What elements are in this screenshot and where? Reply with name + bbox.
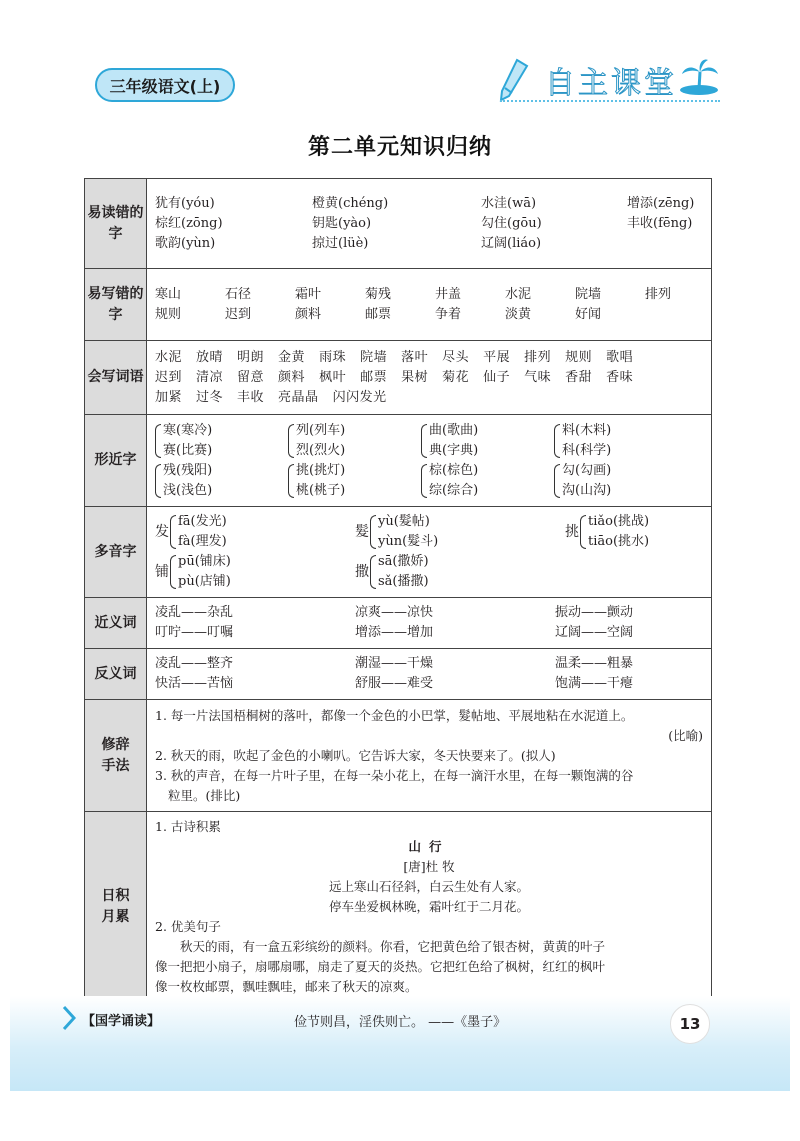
easy-write-item: 淡黄 (505, 306, 532, 322)
similar-pair: 挑(挑灯) 桃(桃子) (288, 461, 421, 501)
easy-read-item: 犹有(yóu) (155, 195, 215, 211)
category-easy-read: 易读错的字 (85, 179, 147, 269)
easy-write-item: 迟到 (225, 306, 252, 322)
word-item: 院墙 (360, 349, 388, 365)
easy-write-item: 菊残 (365, 286, 392, 302)
antonym-pair: 饱满——干瘪 (555, 676, 634, 691)
antonyms-grid (155, 654, 703, 694)
row-antonyms (85, 649, 712, 700)
category-accumulate: 日积 月累 (85, 812, 147, 1003)
word-item: 规则 (565, 349, 593, 365)
row-words (85, 341, 712, 415)
word-item: 闪闪发光 (332, 389, 387, 405)
category-similar: 形近字 (85, 415, 147, 507)
similar-pair: 勾(勾画) 沟(山沟) (554, 461, 687, 501)
word-item: 过冬 (196, 389, 224, 405)
easy-read-item: 勾住(gōu) (481, 215, 542, 231)
antonym-pair: 潮湿——干燥 (355, 656, 434, 671)
sentence-line: 像一枚枚邮票，飘哇飘哇，邮来了秋天的凉爽。 (155, 979, 418, 994)
header-divider (500, 100, 720, 102)
synonym-pair: 辽阔——空阔 (555, 625, 634, 640)
category-rhetoric: 修辞 手法 (85, 700, 147, 812)
word-item: 丰收 (237, 389, 265, 405)
grade-badge: 三年级语文(上) (95, 68, 235, 102)
easy-read-item: 辽阔(liáo) (481, 235, 542, 251)
row-synonyms (85, 598, 712, 649)
polyphone-group: 髮 yù(髮帖) yùn(髮斗) (355, 514, 439, 549)
polyphone-grid (155, 512, 703, 592)
easy-write-grid (155, 285, 703, 325)
word-item: 清凉 (196, 369, 224, 385)
rhetoric-example-1: 1. 每一片法国梧桐树的落叶，都像一个金色的小巴掌，髮帖地、平展地粘在水泥道上。 (155, 707, 634, 723)
sentences-section-heading: 2. 优美句子 (155, 919, 221, 934)
category-words: 会写词语 (85, 341, 147, 415)
easy-write-item: 邮票 (365, 306, 392, 322)
words-line (155, 388, 703, 408)
similar-pair: 料(木料) 科(科学) (554, 421, 687, 461)
word-item: 水泥 (155, 349, 183, 365)
words-line (155, 368, 703, 388)
poem-line: 远上寒山石径斜，白云生处有人家。 (328, 879, 529, 894)
easy-write-item: 规则 (155, 306, 182, 322)
easy-read-item: 歌韵(yùn) (155, 235, 216, 251)
easy-write-item: 好闻 (575, 306, 602, 322)
footer-tag: 【国学诵读】 (82, 1014, 161, 1029)
knowledge-summary-table (84, 178, 712, 1003)
words-line (155, 348, 703, 368)
easy-read-item: 增添(zēng) (627, 195, 695, 211)
sentence-line: 像一把把小扇子，扇哪扇哪，扇走了夏天的炎热。它把红色给了枫树，红红的枫叶 (155, 959, 606, 974)
footer-quote: 俭节则昌，淫佚则亡。 ——《墨子》 (294, 1015, 507, 1030)
category-synonyms: 近义词 (85, 598, 147, 649)
word-item: 邮票 (360, 369, 388, 385)
easy-write-item: 霜叶 (295, 286, 322, 302)
antonym-pair: 凌乱——整齐 (155, 656, 234, 671)
word-item: 气味 (524, 369, 552, 385)
word-item: 果树 (401, 369, 429, 385)
polyphone-group: 铺 pū(铺床) pù(店铺) (155, 554, 231, 589)
similar-pair: 寒(寒冷) 赛(比赛) (155, 421, 288, 461)
easy-write-item: 排列 (645, 286, 672, 302)
sentence-line: 秋天的雨，有一盒五彩缤纷的颜料。你看，它把黄色给了银杏树，黄黄的叶子 (180, 939, 606, 954)
easy-write-item: 石径 (225, 286, 252, 302)
similar-grid (155, 421, 703, 501)
poem-line: 停车坐爱枫林晚，霜叶红于二月花。 (328, 899, 529, 914)
word-item: 尽头 (442, 349, 470, 365)
words-list (147, 341, 712, 415)
easy-write-item: 水泥 (505, 286, 532, 302)
synonym-pair: 凉爽——凉快 (355, 605, 434, 620)
word-item: 落叶 (401, 349, 429, 365)
easy-read-item: 钥匙(yào) (312, 215, 372, 231)
poem-title: 山行 (408, 839, 450, 854)
word-item: 枫叶 (319, 369, 347, 385)
word-item: 加紧 (155, 389, 183, 405)
easy-read-item: 水洼(wā) (481, 195, 537, 211)
category-antonyms: 反义词 (85, 649, 147, 700)
pencil-icon (497, 58, 531, 102)
word-item: 雨珠 (319, 349, 347, 365)
synonyms-grid (155, 603, 703, 643)
page-number: 13 (670, 1004, 710, 1044)
similar-pair: 棕(棕色) 综(综合) (421, 461, 554, 501)
similar-pair: 列(列车) 烈(烈火) (288, 421, 421, 461)
row-polyphone (85, 507, 712, 598)
rhetoric-example-2: 2. 秋天的雨，吹起了金色的小喇叭。它告诉大家，冬天快要来了。(拟人) (155, 747, 556, 763)
easy-write-item: 颜料 (295, 306, 322, 322)
easy-read-item: 掠过(lüè) (312, 235, 369, 251)
polyphone-group: 挑 tiǎo(挑战) tiāo(挑水) (565, 514, 650, 549)
category-polyphone: 多音字 (85, 507, 147, 598)
poem-section-heading: 1. 古诗积累 (155, 819, 221, 834)
word-item: 菊花 (442, 369, 470, 385)
word-item: 歌唱 (606, 349, 634, 365)
similar-pair: 曲(歌曲) 典(字典) (421, 421, 554, 461)
word-item: 金黄 (278, 349, 306, 365)
rhetoric-example-3: 3. 秋的声音，在每一片叶子里，在每一朵小花上，在每一滴汗水里，在每一颗饱满的谷 (155, 767, 634, 783)
word-item: 排列 (524, 349, 552, 365)
synonym-pair: 振动——颤动 (555, 605, 634, 620)
word-item: 香甜 (565, 369, 593, 385)
row-easy-read (85, 179, 712, 269)
section-title: 自主课堂 (545, 66, 677, 101)
polyphone-group: 发 fā(发光) fà(理发) (155, 514, 227, 549)
antonym-pair: 舒服——难受 (355, 676, 434, 691)
chevron-right-icon (62, 1005, 76, 1031)
polyphone-group: 撒 sā(撒娇) sǎ(播撒) (355, 554, 429, 589)
easy-read-grid (155, 194, 703, 254)
easy-read-item (627, 234, 727, 254)
page-header (0, 0, 800, 120)
easy-write-item: 寒山 (155, 286, 182, 302)
synonym-pair: 凌乱——杂乱 (155, 605, 234, 620)
poem-author: [唐]杜 牧 (403, 859, 455, 874)
page-title: 第二单元知识归纳 (307, 135, 492, 160)
easy-write-item: 争着 (435, 306, 462, 322)
easy-write-item: 井盖 (435, 286, 462, 302)
antonym-pair: 温柔——粗暴 (555, 656, 634, 671)
row-rhetoric (85, 700, 712, 812)
easy-read-item: 丰收(fēng) (627, 215, 693, 231)
antonym-pair: 快活——苦恼 (155, 676, 234, 691)
word-item: 明朗 (237, 349, 265, 365)
word-item: 仙子 (483, 369, 511, 385)
word-item: 留意 (237, 369, 265, 385)
word-item: 亮晶晶 (278, 389, 319, 405)
category-easy-write: 易写错的字 (85, 269, 147, 341)
easy-write-item: 院墙 (575, 286, 602, 302)
word-item: 迟到 (155, 369, 183, 385)
word-item: 平展 (483, 349, 511, 365)
synonym-pair: 叮咛——叮嘱 (155, 625, 234, 640)
row-similar (85, 415, 712, 507)
word-item: 颜料 (278, 369, 306, 385)
word-item: 香味 (606, 369, 634, 385)
row-easy-write (85, 269, 712, 341)
easy-read-item: 棕红(zōng) (155, 215, 223, 231)
synonym-pair: 增添——增加 (355, 625, 434, 640)
rhetoric-example-1-note: (比喻) (668, 727, 703, 743)
row-accumulate (85, 812, 712, 1003)
easy-read-item: 橙黄(chéng) (312, 195, 389, 211)
rhetoric-example-3-cont: 粒里。(排比) (168, 787, 241, 803)
word-item: 放晴 (196, 349, 224, 365)
easy-write-item (645, 305, 715, 325)
palm-island-icon (678, 56, 720, 96)
similar-pair: 残(残阳) 浅(浅色) (155, 461, 288, 501)
